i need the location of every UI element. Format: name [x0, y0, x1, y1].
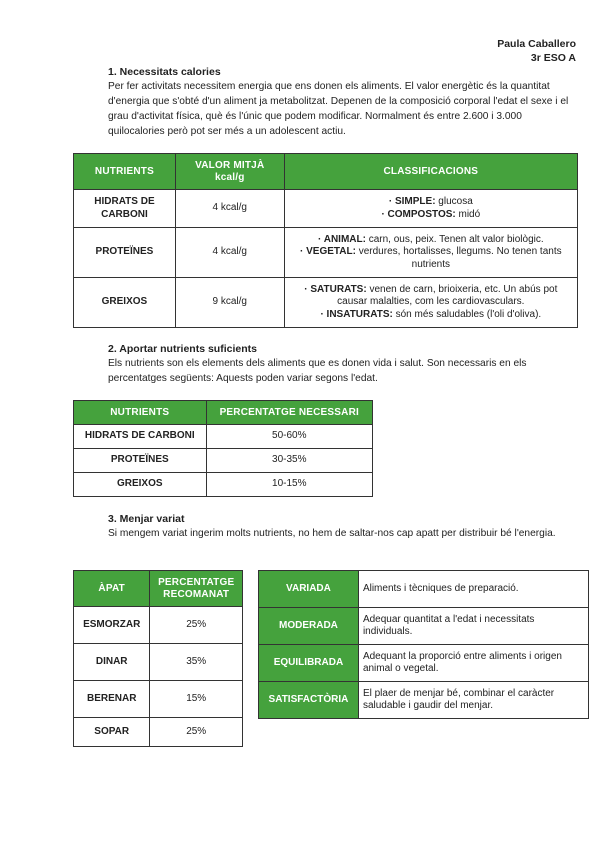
col-classifications: CLASSIFICACIONS: [284, 154, 577, 190]
author-name: Paula Caballero: [497, 38, 576, 50]
col-value: VALOR MITJÀ kcal/g: [175, 154, 284, 190]
meal-percentage: 25%: [150, 607, 243, 644]
calories-table: [73, 153, 578, 328]
table-row: [74, 425, 373, 449]
class-label: 3r ESO A: [530, 52, 576, 64]
col-nutrients: NUTRIENTS: [74, 154, 176, 190]
col-recommended: PERCENTATGE RECOMANAT: [150, 571, 243, 607]
table-row: [74, 278, 578, 328]
section-3-title: 3. Menjar variat: [108, 513, 185, 525]
nutrient-value: 9 kcal/g: [175, 278, 284, 328]
quality-label: MODERADA: [259, 608, 359, 645]
meal-percentage: 15%: [150, 681, 243, 718]
table-row: [259, 571, 589, 608]
meal-name: SOPAR: [74, 718, 150, 747]
nutrient-value: 4 kcal/g: [175, 190, 284, 228]
section-nutrients: [108, 342, 578, 386]
author-header: [497, 37, 576, 65]
section-1-text: Per fer activitats necessitem energia que ens donen els aliments. El valor energètic és la quantitat d'energia que s'obté d'un aliment ja metabolitzat. Depenen de la composició corporal l'edat el sexe i el grau d'activitat física, què és l'únic que podem modificar. Normalment és entre 2.600 i 3.000 quilocalories però pot ser més a un adolescent actiu.: [108, 81, 569, 137]
section-3-text: Si mengem variat ingerim molts nutrients, no hem de saltar-nos cap apatt per distribuir bé l'energia.: [108, 528, 556, 539]
section-2-text: Els nutrients son els elements dels aliments que es donen vida i salut. Son necessaris en els percentatges següents: Aquests poden variar segons l'edat.: [108, 358, 527, 384]
col-meal: ÀPAT: [74, 571, 150, 607]
nutrient-classification: · SATURATS: venen de carn, brioixeria, etc. Un abús pot causar malalties, com les cardiovasculars. · INSATURATS: són més saludables (l'oli d'oliva).: [284, 278, 577, 328]
col-percentage: PERCENTATGE NECESSARI: [206, 401, 372, 425]
quality-description: Adequar quantitat a l'edat i necessitats individuals.: [358, 608, 588, 645]
quality-label: EQUILIBRADA: [259, 645, 359, 682]
nutrient-classification: · SIMPLE: glucosa · COMPOSTOS: midó: [284, 190, 577, 228]
section-2-title: 2. Aportar nutrients suficients: [108, 343, 257, 355]
nutrient-name: GREIXOS: [74, 278, 176, 328]
section-calories: [108, 65, 578, 139]
nutrient-percentage: 10-15%: [206, 473, 372, 497]
meal-name: BERENAR: [74, 681, 150, 718]
nutrient-name: PROTEÏNES: [74, 449, 207, 473]
table-row: [74, 473, 373, 497]
table-row: [74, 449, 373, 473]
quality-description: Aliments i tècniques de preparació.: [358, 571, 588, 608]
table-row: [259, 608, 589, 645]
meals-table: [73, 570, 243, 747]
table-row: [74, 644, 243, 681]
nutrient-percentage: 30-35%: [206, 449, 372, 473]
nutrient-value: 4 kcal/g: [175, 228, 284, 278]
section-variety: [108, 512, 578, 541]
quality-label: VARIADA: [259, 571, 359, 608]
nutrient-name: HIDRATS DE CARBONI: [74, 425, 207, 449]
table-row: [259, 682, 589, 719]
diet-qualities-table: [258, 570, 589, 719]
quality-description: El plaer de menjar bé, combinar el caràcter saludable i gaudir del menjar.: [358, 682, 588, 719]
col-nutrients: NUTRIENTS: [74, 401, 207, 425]
nutrient-name: HIDRATS DE CARBONI: [74, 190, 176, 228]
quality-description: Adequant la proporció entre aliments i origen animal o vegetal.: [358, 645, 588, 682]
meal-percentage: 25%: [150, 718, 243, 747]
meal-percentage: 35%: [150, 644, 243, 681]
section-1-title: 1. Necessitats calories: [108, 66, 221, 78]
nutrients-percentage-table: [73, 400, 373, 497]
table-row: [259, 645, 589, 682]
nutrient-name: PROTEÏNES: [74, 228, 176, 278]
nutrient-classification: · ANIMAL: carn, ous, peix. Tenen alt valor biològic. · VEGETAL: verdures, hortalisses, llegums. No tenen tants nutrients: [284, 228, 577, 278]
meal-name: DINAR: [74, 644, 150, 681]
table-row: [74, 718, 243, 747]
table-row: [74, 228, 578, 278]
table-row: [74, 681, 243, 718]
table-row: [74, 190, 578, 228]
nutrient-name: GREIXOS: [74, 473, 207, 497]
meal-name: ESMORZAR: [74, 607, 150, 644]
table-row: [74, 607, 243, 644]
quality-label: SATISFACTÒRIA: [259, 682, 359, 719]
nutrient-percentage: 50-60%: [206, 425, 372, 449]
